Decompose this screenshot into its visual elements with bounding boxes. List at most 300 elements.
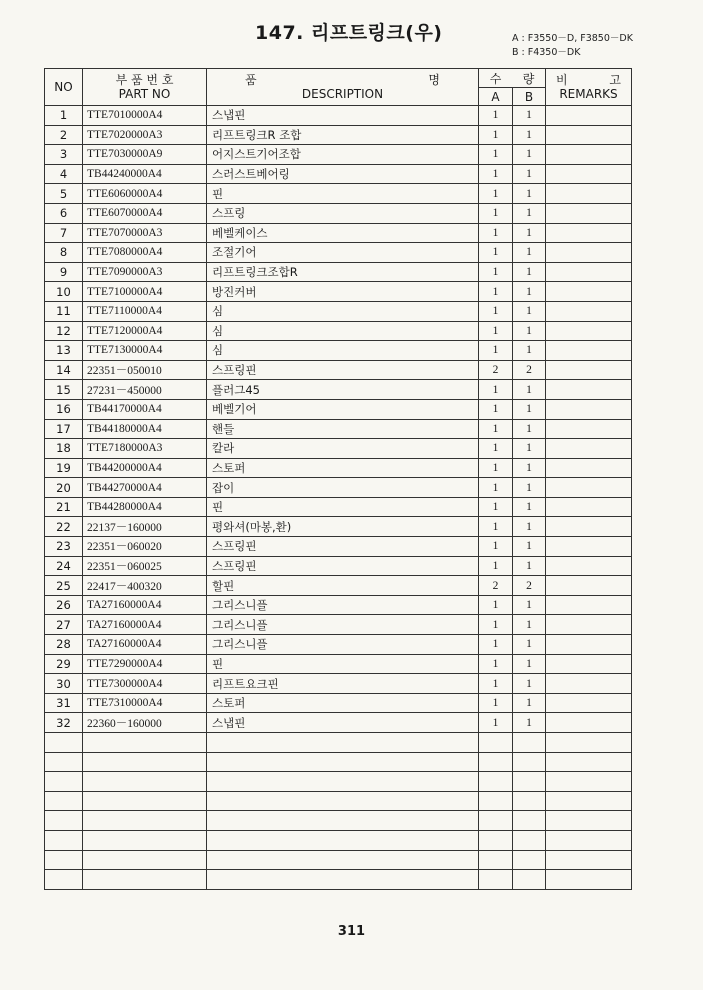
row-remarks (546, 301, 632, 321)
row-qty-a: 1 (479, 399, 513, 419)
row-part-no: TTE7030000A9 (83, 145, 207, 165)
row-qty-b: 2 (513, 576, 546, 596)
row-part-no: TA27160000A4 (83, 595, 207, 615)
row-description: 그리스니플 (207, 595, 479, 615)
row-part-no: TB44240000A4 (83, 164, 207, 184)
row-qty-a: 1 (479, 635, 513, 655)
page-number: 311 (337, 924, 366, 939)
row-qty-a: 1 (479, 301, 513, 321)
row-part-no: TTE6060000A4 (83, 184, 207, 204)
row-no: 7 (45, 223, 83, 243)
row-no: 23 (45, 537, 83, 557)
col-header-remarks-en: REMARKS (559, 87, 618, 101)
row-remarks (546, 537, 632, 557)
row-description: 핀 (207, 497, 479, 517)
row-remarks (546, 439, 632, 459)
col-header-part-no (83, 69, 207, 106)
row-qty-b (513, 752, 546, 772)
row-qty-b: 1 (513, 497, 546, 517)
row-qty-b (513, 791, 546, 811)
parts-table (44, 68, 632, 890)
row-qty-a: 1 (479, 223, 513, 243)
col-header-no: NO (45, 69, 83, 106)
row-no (45, 850, 83, 870)
row-qty-b: 1 (513, 615, 546, 635)
parts-table-body (45, 106, 632, 890)
row-part-no (83, 870, 207, 890)
row-description: 심 (207, 301, 479, 321)
row-description (207, 850, 479, 870)
row-remarks (546, 713, 632, 733)
row-no: 3 (45, 145, 83, 165)
table-row (45, 635, 632, 655)
row-part-no: TTE7090000A3 (83, 262, 207, 282)
row-remarks (546, 635, 632, 655)
row-qty-b: 1 (513, 399, 546, 419)
row-description: 잡이 (207, 478, 479, 498)
table-row (45, 478, 632, 498)
row-remarks (546, 125, 632, 145)
col-header-remarks-ko-1: 비 (556, 73, 568, 87)
row-description: 스냅핀 (207, 106, 479, 126)
table-row (45, 243, 632, 263)
row-qty-b (513, 811, 546, 831)
row-part-no (83, 752, 207, 772)
row-no: 6 (45, 203, 83, 223)
row-remarks (546, 772, 632, 792)
row-part-no (83, 772, 207, 792)
row-qty-a (479, 752, 513, 772)
col-header-remarks (546, 69, 632, 106)
table-row (45, 106, 632, 126)
table-row (45, 674, 632, 694)
row-part-no: 22417－400320 (83, 576, 207, 596)
row-no: 15 (45, 380, 83, 400)
row-part-no: TB44280000A4 (83, 497, 207, 517)
col-header-desc-en: DESCRIPTION (301, 87, 384, 101)
row-part-no: TTE6070000A4 (83, 203, 207, 223)
row-remarks (546, 693, 632, 713)
row-qty-a: 1 (479, 184, 513, 204)
row-part-no (83, 830, 207, 850)
row-qty-b: 1 (513, 301, 546, 321)
row-part-no: TTE7130000A4 (83, 341, 207, 361)
row-qty-a: 1 (479, 243, 513, 263)
col-header-remarks-ko (546, 73, 631, 87)
row-qty-a: 1 (479, 693, 513, 713)
row-qty-a: 1 (479, 145, 513, 165)
row-remarks (546, 870, 632, 890)
row-qty-b: 1 (513, 635, 546, 655)
row-no: 5 (45, 184, 83, 204)
row-qty-b: 1 (513, 243, 546, 263)
row-qty-b: 1 (513, 203, 546, 223)
row-no: 19 (45, 458, 83, 478)
row-part-no: TB44170000A4 (83, 399, 207, 419)
row-description: 칼라 (207, 439, 479, 459)
col-header-part-ko: 부 품 번 호 (115, 73, 174, 87)
row-remarks (546, 145, 632, 165)
row-qty-b: 1 (513, 537, 546, 557)
row-no: 2 (45, 125, 83, 145)
row-no: 1 (45, 106, 83, 126)
row-part-no: 22360－160000 (83, 713, 207, 733)
row-qty-b: 1 (513, 341, 546, 361)
table-row (45, 341, 632, 361)
col-header-remarks-ko-2: 고 (609, 73, 621, 87)
row-remarks (546, 399, 632, 419)
row-description (207, 752, 479, 772)
page-title: 147. 리프트링크(우) (255, 22, 443, 44)
row-description: 핀 (207, 654, 479, 674)
row-no: 4 (45, 164, 83, 184)
row-part-no (83, 791, 207, 811)
row-remarks (546, 223, 632, 243)
row-no: 13 (45, 341, 83, 361)
row-qty-a: 1 (479, 262, 513, 282)
row-part-no: TTE7110000A4 (83, 301, 207, 321)
col-header-qty-ko-1: 수 (489, 71, 502, 86)
row-remarks (546, 811, 632, 831)
row-description: 스프링핀 (207, 360, 479, 380)
col-header-desc-ko (207, 73, 478, 87)
row-qty-a: 1 (479, 674, 513, 694)
row-part-no: TTE7180000A3 (83, 439, 207, 459)
row-part-no: TTE7100000A4 (83, 282, 207, 302)
table-row (45, 693, 632, 713)
row-no (45, 870, 83, 890)
row-remarks (546, 517, 632, 537)
table-row (45, 262, 632, 282)
row-part-no: TA27160000A4 (83, 635, 207, 655)
row-part-no: 22137－160000 (83, 517, 207, 537)
row-remarks (546, 497, 632, 517)
row-qty-a: 1 (479, 321, 513, 341)
table-row (45, 125, 632, 145)
row-qty-a: 1 (479, 419, 513, 439)
row-qty-a: 1 (479, 497, 513, 517)
row-part-no: TTE7290000A4 (83, 654, 207, 674)
model-legend (512, 32, 633, 60)
row-qty-a: 2 (479, 576, 513, 596)
row-no: 10 (45, 282, 83, 302)
row-qty-b (513, 772, 546, 792)
row-remarks (546, 674, 632, 694)
row-no: 25 (45, 576, 83, 596)
row-qty-b: 1 (513, 439, 546, 459)
row-no: 16 (45, 399, 83, 419)
row-qty-a (479, 772, 513, 792)
row-no: 31 (45, 693, 83, 713)
row-qty-a: 1 (479, 517, 513, 537)
table-row (45, 145, 632, 165)
row-qty-b: 1 (513, 106, 546, 126)
table-row (45, 164, 632, 184)
table-row (45, 595, 632, 615)
col-header-part-en: PART NO (118, 87, 171, 101)
row-no: 17 (45, 419, 83, 439)
row-qty-a: 1 (479, 654, 513, 674)
row-qty-a (479, 870, 513, 890)
row-qty-a: 1 (479, 478, 513, 498)
row-description: 그리스니플 (207, 615, 479, 635)
row-remarks (546, 341, 632, 361)
row-remarks (546, 556, 632, 576)
model-a-label: A : F3550－D, F3850－DK (512, 33, 633, 44)
table-row-blank (45, 791, 632, 811)
row-description (207, 791, 479, 811)
row-description (207, 772, 479, 792)
row-part-no: 22351－050010 (83, 360, 207, 380)
row-description: 핀 (207, 184, 479, 204)
row-description: 스러스트베어링 (207, 164, 479, 184)
table-row (45, 556, 632, 576)
table-row-blank (45, 772, 632, 792)
row-qty-b: 2 (513, 360, 546, 380)
col-header-desc-ko-1: 품 (245, 73, 257, 87)
row-description (207, 830, 479, 850)
row-remarks (546, 184, 632, 204)
table-row-blank (45, 733, 632, 753)
row-remarks (546, 595, 632, 615)
table-row (45, 399, 632, 419)
row-part-no: TTE7080000A4 (83, 243, 207, 263)
table-row (45, 439, 632, 459)
row-no: 21 (45, 497, 83, 517)
table-row (45, 321, 632, 341)
row-description: 스프링 (207, 203, 479, 223)
row-description (207, 811, 479, 831)
table-row (45, 576, 632, 596)
row-qty-a: 1 (479, 713, 513, 733)
row-qty-a: 1 (479, 164, 513, 184)
row-no: 32 (45, 713, 83, 733)
row-description: 핸들 (207, 419, 479, 439)
table-row (45, 419, 632, 439)
row-qty-b: 1 (513, 145, 546, 165)
row-description: 방진커버 (207, 282, 479, 302)
row-qty-b: 1 (513, 184, 546, 204)
row-no: 12 (45, 321, 83, 341)
row-no (45, 752, 83, 772)
row-part-no: TA27160000A4 (83, 615, 207, 635)
row-qty-a: 1 (479, 203, 513, 223)
row-no: 22 (45, 517, 83, 537)
row-qty-a (479, 850, 513, 870)
table-row (45, 360, 632, 380)
table-row (45, 497, 632, 517)
row-qty-a: 1 (479, 106, 513, 126)
row-remarks (546, 850, 632, 870)
row-qty-b (513, 850, 546, 870)
row-remarks (546, 243, 632, 263)
row-description: 리프트링크조합R (207, 262, 479, 282)
row-no: 20 (45, 478, 83, 498)
row-description: 베벨케이스 (207, 223, 479, 243)
row-description: 리프트링크R 조합 (207, 125, 479, 145)
row-qty-a (479, 830, 513, 850)
row-remarks (546, 752, 632, 772)
row-no: 8 (45, 243, 83, 263)
row-qty-b: 1 (513, 517, 546, 537)
row-description: 플러그45 (207, 380, 479, 400)
row-qty-a: 1 (479, 615, 513, 635)
row-remarks (546, 203, 632, 223)
row-qty-a: 1 (479, 282, 513, 302)
table-row (45, 301, 632, 321)
table-row (45, 223, 632, 243)
row-qty-b: 1 (513, 419, 546, 439)
row-part-no: TTE7020000A3 (83, 125, 207, 145)
row-no: 18 (45, 439, 83, 459)
row-part-no: 22351－060025 (83, 556, 207, 576)
row-qty-b: 1 (513, 223, 546, 243)
row-description: 어지스트기어조합 (207, 145, 479, 165)
row-remarks (546, 791, 632, 811)
row-description: 할핀 (207, 576, 479, 596)
row-no: 9 (45, 262, 83, 282)
row-qty-b: 1 (513, 321, 546, 341)
row-qty-b: 1 (513, 380, 546, 400)
row-qty-b: 1 (513, 262, 546, 282)
table-row (45, 615, 632, 635)
row-qty-a: 1 (479, 556, 513, 576)
table-row-blank (45, 811, 632, 831)
row-description: 스프링핀 (207, 537, 479, 557)
row-description: 스토퍼 (207, 693, 479, 713)
row-part-no: TTE7010000A4 (83, 106, 207, 126)
row-qty-a: 1 (479, 380, 513, 400)
row-no: 30 (45, 674, 83, 694)
row-part-no (83, 850, 207, 870)
row-qty-b (513, 870, 546, 890)
row-qty-b: 1 (513, 556, 546, 576)
row-description: 심 (207, 321, 479, 341)
row-no (45, 830, 83, 850)
table-row (45, 203, 632, 223)
row-remarks (546, 106, 632, 126)
table-row (45, 458, 632, 478)
row-no (45, 733, 83, 753)
row-part-no (83, 733, 207, 753)
table-row-blank (45, 850, 632, 870)
row-remarks (546, 360, 632, 380)
row-description: 스냅핀 (207, 713, 479, 733)
row-part-no: TB44270000A4 (83, 478, 207, 498)
row-part-no: 27231－450000 (83, 380, 207, 400)
row-remarks (546, 321, 632, 341)
table-row (45, 517, 632, 537)
row-no (45, 811, 83, 831)
row-qty-b: 1 (513, 693, 546, 713)
row-qty-b: 1 (513, 478, 546, 498)
row-remarks (546, 654, 632, 674)
row-no: 28 (45, 635, 83, 655)
col-header-qty-a: A (479, 88, 513, 106)
row-qty-b: 1 (513, 164, 546, 184)
col-header-desc-ko-2: 명 (428, 73, 440, 87)
row-qty-b: 1 (513, 654, 546, 674)
row-qty-a (479, 791, 513, 811)
row-description: 스토퍼 (207, 458, 479, 478)
row-qty-a: 1 (479, 125, 513, 145)
row-description (207, 733, 479, 753)
row-part-no: TTE7070000A3 (83, 223, 207, 243)
row-no: 29 (45, 654, 83, 674)
row-qty-b: 1 (513, 713, 546, 733)
row-part-no: 22351－060020 (83, 537, 207, 557)
row-qty-a (479, 811, 513, 831)
row-part-no: TTE7120000A4 (83, 321, 207, 341)
row-no: 11 (45, 301, 83, 321)
row-remarks (546, 733, 632, 753)
row-qty-a: 1 (479, 458, 513, 478)
table-row-blank (45, 830, 632, 850)
row-qty-a (479, 733, 513, 753)
row-qty-b (513, 830, 546, 850)
row-remarks (546, 615, 632, 635)
row-description (207, 870, 479, 890)
col-header-qty (479, 69, 546, 88)
row-remarks (546, 478, 632, 498)
row-qty-b: 1 (513, 458, 546, 478)
row-no (45, 772, 83, 792)
col-header-qty-ko (479, 70, 545, 87)
row-description: 평와셔(마봉,환) (207, 517, 479, 537)
row-qty-b: 1 (513, 595, 546, 615)
row-remarks (546, 164, 632, 184)
table-row (45, 537, 632, 557)
row-qty-b: 1 (513, 282, 546, 302)
row-qty-a: 1 (479, 341, 513, 361)
col-header-qty-ko-2: 량 (522, 71, 535, 86)
row-no: 24 (45, 556, 83, 576)
table-row-blank (45, 752, 632, 772)
row-remarks (546, 282, 632, 302)
row-no: 26 (45, 595, 83, 615)
col-header-qty-b: B (513, 88, 546, 106)
table-row (45, 282, 632, 302)
table-row-blank (45, 870, 632, 890)
col-header-description (207, 69, 479, 106)
table-row (45, 654, 632, 674)
row-qty-a: 2 (479, 360, 513, 380)
row-no: 27 (45, 615, 83, 635)
row-part-no: TB44200000A4 (83, 458, 207, 478)
row-description: 베벨기어 (207, 399, 479, 419)
table-row (45, 713, 632, 733)
row-qty-b: 1 (513, 674, 546, 694)
model-b-label: B : F4350－DK (512, 47, 581, 58)
row-qty-a: 1 (479, 439, 513, 459)
row-remarks (546, 458, 632, 478)
row-no (45, 791, 83, 811)
row-part-no: TB44180000A4 (83, 419, 207, 439)
row-no: 14 (45, 360, 83, 380)
row-qty-b (513, 733, 546, 753)
row-qty-b: 1 (513, 125, 546, 145)
row-description: 조절기어 (207, 243, 479, 263)
row-remarks (546, 380, 632, 400)
row-description: 스프링핀 (207, 556, 479, 576)
row-remarks (546, 262, 632, 282)
row-description: 심 (207, 341, 479, 361)
row-qty-a: 1 (479, 537, 513, 557)
row-part-no: TTE7300000A4 (83, 674, 207, 694)
row-description: 그리스니플 (207, 635, 479, 655)
row-qty-a: 1 (479, 595, 513, 615)
row-part-no: TTE7310000A4 (83, 693, 207, 713)
